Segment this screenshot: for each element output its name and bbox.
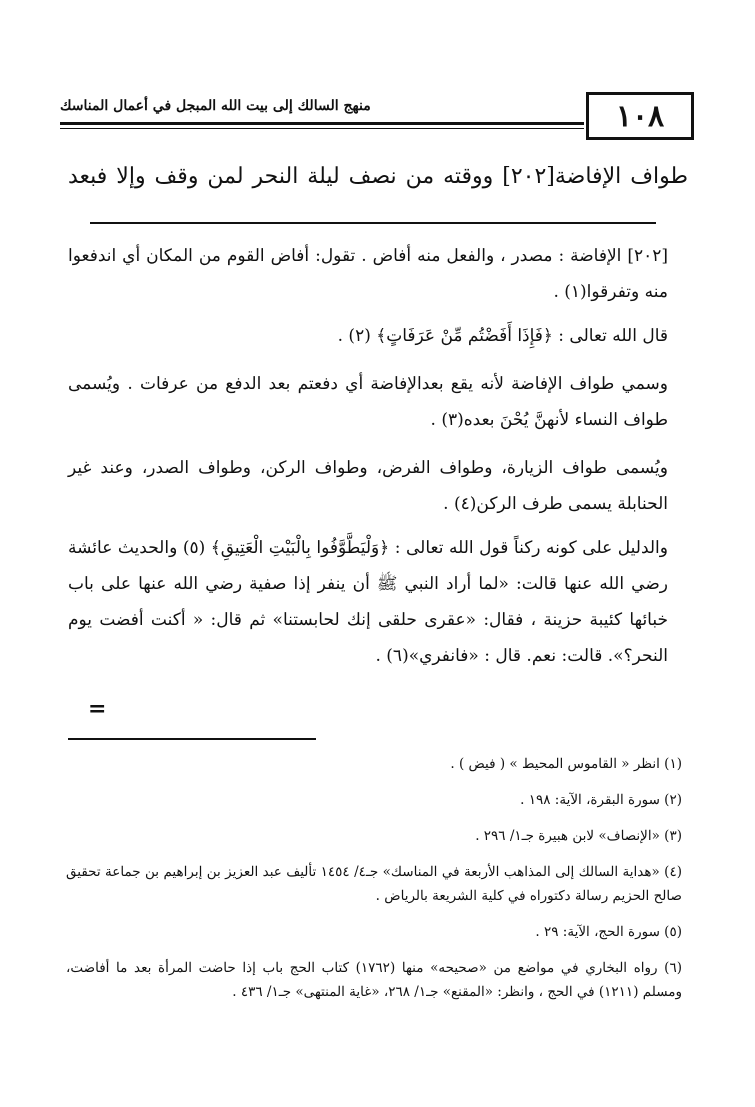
footnotes: [66, 752, 682, 1014]
continuation-mark: =: [88, 696, 107, 722]
commentary-paragraph: وسمي طواف الإفاضة لأنه يقع بعدالإفاضة أي دفعتم بعد الدفع من عرفات . ويُسمى طواف النساء لأنهنَّ يُحْنَ بعده(٣) .: [68, 374, 668, 430]
footnote: (٣) «الإنصاف» لابن هبيرة جـ١/ ٢٩٦ .: [475, 828, 682, 844]
page-number: ١٠٨: [586, 92, 694, 140]
footnote: (٢) سورة البقرة، الآية: ١٩٨ .: [520, 792, 682, 808]
commentary-paragraph: ويُسمى طواف الزيارة، وطواف الفرض، وطواف الركن، وطواف الصدر، وعند غير الحنابلة يسمى طرف الركن(٤) .: [68, 458, 668, 514]
running-title: منهج السالك إلى بيت الله المبجل في أعمال المناسك: [60, 98, 371, 114]
footnote: (٥) سورة الحج، الآية: ٢٩ .: [535, 924, 682, 940]
commentary-paragraph: [٢٠٢] الإفاضة : مصدر ، والفعل منه أفاض . تقول: أفاض القوم من المكان أي اندفعوا منه وتفرقوا(١) .: [68, 246, 668, 302]
footnote-separator: [68, 738, 316, 740]
footnote: (١) انظر « القاموس المحيط » ( فيض ) .: [450, 756, 682, 772]
footnote: (٦) رواه البخاري في مواضع من «صحيحه» منها (١٧٦٢) كتاب الحج باب إذا حاضت المرأة بعد ما أفاضت، ومسلم (١٢١١) في الحج ، وانظر: «المقنع» جـ١/ ٢٦٨، «غاية المنتهى» جـ١/ ٤٣٦ .: [66, 960, 682, 1000]
main-text-separator: [90, 222, 656, 224]
header-rule: [60, 122, 584, 129]
commentary-block: [68, 238, 668, 682]
main-text-line: طواف الإفاضة[٢٠٢] ووقته من نصف ليلة النحر لمن وقف وإلا فبعد: [68, 164, 688, 189]
footnote: (٤) «هداية السالك إلى المذاهب الأربعة في المناسك» جـ٤/ ١٤٥٤ تأليف عبد العزيز بن إبراهيم بن جماعة تحقيق صالح الحزيم رسالة دكتوراه في كلية الشريعة بالرياض .: [66, 864, 682, 904]
commentary-paragraph: والدليل على كونه ركناً قول الله تعالى : ﴿وَلْيَطَّوَّفُوا بِالْبَيْتِ الْعَتِيقِ﴾ (٥) والحديث عائشة رضي الله عنها قالت: «لما أراد النبي ﷺ أن ينفر إذا صفية رضي الله عنها على باب خبائها كئيبة حزينة ، فقال: «عقرى حلقى إنك لحابستنا» ثم قال: « أكنت أفضت يوم النحر؟». قالت: نعم. قال : «فانفري»(٦) .: [68, 538, 668, 666]
commentary-paragraph: قال الله تعالى : ﴿فَإِذَا أَفَضْتُم مِّنْ عَرَفَاتٍ﴾ (٢) .: [337, 326, 668, 346]
page-header: [46, 92, 708, 148]
